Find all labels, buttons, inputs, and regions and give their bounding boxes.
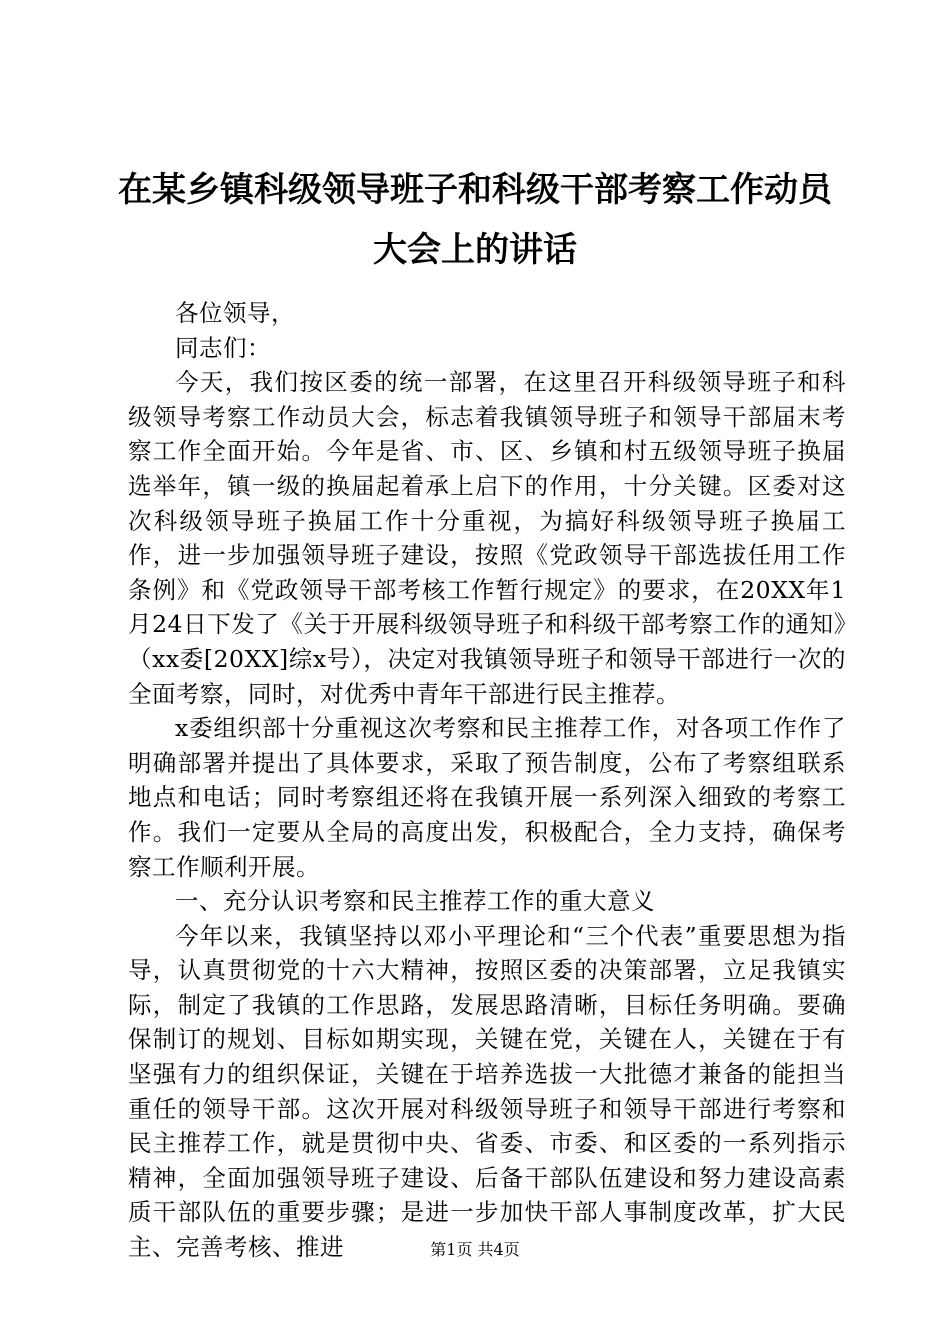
page-footer: 第1页 共4页 [430,1240,520,1259]
salutation-comrades: 同志们： [175,333,271,362]
section-heading-1: 一、充分认识考察和民主推荐工作的重大意义 [175,887,655,916]
salutation-leaders: 各位领导， [175,299,295,327]
document-title: 在某乡镇科级领导班子和科级干部考察工作动员大会上的讲话 [118,170,832,270]
document-body [128,296,846,1265]
paragraph-intro: 今天，我们按区委的统一部署，在这里召开科级领导班子和科级领导考察工作动员大会，标志着我镇领导班子和领导干部届末考察工作全面开始。今年是省、市、区、乡镇和村五级领导班子换届选举年，镇一级的换届起着承上启下的作用，十分关键。区委对这次科级领导班子换届工作十分重视，为搞好科级领导班子换届工作，进一步加强领导班子建设，按照《党政领导干部选拔任用工作条例》和《党政领导干部考核工作暂行规定》的要求，在20XX年1月24日下发了《关于开展科级领导班子和科级干部考察工作的通知》（xx委[20XX]综x号），决定对我镇领导班子和领导干部进行一次的全面考察，同时，对优秀中青年干部进行民主推荐。 [128,368,846,708]
paragraph-significance: 今年以来，我镇坚持以邓小平理论和“三个代表”重要思想为指导，认真贯彻党的十六大精神，按照区委的决策部署，立足我镇实际，制定了我镇的工作思路，发展思路清晰，目标任务明确。要确保制订的规划、目标如期实现，关键在党，关键在人，关键在于有坚强有力的组织保证，关键在于培养选拔一大批德才兼备的能担当重任的领导干部。这次开展对科级领导班子和领导干部进行考察和民主推荐工作，就是贯彻中央、省委、市委、和区委的一系列指示精神，全面加强领导班子建设、后备干部队伍建设和努力建设高素质干部队伍的重要步骤；是进一步加快干部人事制度改革，扩大民主、完善考核、推进 [128,921,846,1262]
paragraph-organization: x委组织部十分重视这次考察和民主推荐工作，对各项工作作了明确部署并提出了具体要求，采取了预告制度，公布了考察组联系地点和电话；同时考察组还将在我镇开展一系列深入细致的考察工作。我们一定要从全局的高度出发，积极配合，全力支持，确保考察工作顺利开展。 [128,714,846,881]
